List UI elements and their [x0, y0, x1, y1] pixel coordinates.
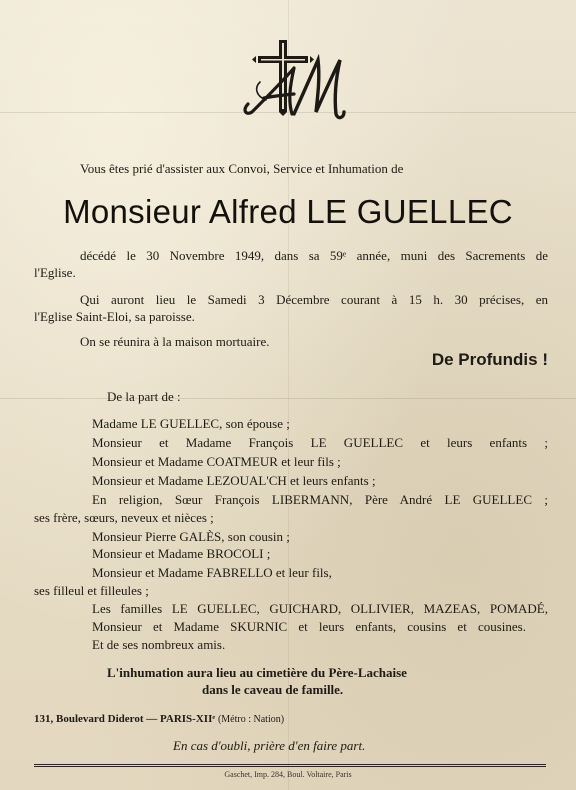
invitation-line: Vous êtes prié d'assister aux Convoi, Service et Inhumation de	[80, 161, 404, 176]
address-line	[34, 711, 284, 728]
address-main: 131, Boulevard Diderot — PARIS-XIIᵉ	[34, 713, 216, 725]
family-line: Monsieur et Madame François LE GUELLEC et leurs enfants ;	[92, 435, 548, 450]
family-line: ses frère, sœurs, neveux et nièces ;	[34, 510, 214, 525]
printer-imprint: Gaschet, Imp. 284, Boul. Voltaire, Paris	[224, 770, 352, 779]
gathering-line: On se réunira à la maison mortuaire.	[80, 334, 270, 349]
burial-line-1: L'inhumation aura lieu au cimetière du Père-Lachaise	[107, 665, 407, 680]
family-line: ses filleul et filleules ;	[34, 583, 149, 598]
family-line: Les familles LE GUELLEC, GUICHARD, OLLIVIER, MAZEAS, POMADÉ,	[92, 601, 548, 616]
monogram-text: AM	[236, 38, 238, 39]
divider-rule	[34, 766, 546, 767]
monogram-letter-m	[294, 60, 344, 118]
service-line-1: Qui auront lieu le Samedi 3 Décembre courant à 15 h. 30 précises, en	[80, 292, 548, 307]
divider-rule	[34, 764, 546, 765]
cross-monogram-emblem	[236, 38, 346, 124]
family-line: Monsieur et Madame COATMEUR et leur fils ;	[92, 454, 341, 469]
address-metro: (Métro : Nation)	[217, 714, 285, 725]
death-line-1: décédé le 30 Novembre 1949, dans sa 59ᵉ année, muni des Sacrements de	[80, 248, 548, 263]
family-line: Monsieur Pierre GALÈS, son cousin ;	[92, 529, 290, 544]
deceased-name: Monsieur Alfred LE GUELLEC	[63, 193, 513, 230]
family-line: En religion, Sœur François LIBERMANN, Père André LE GUELLEC ;	[92, 492, 548, 507]
family-line: Monsieur et Madame BROCOLI ;	[92, 546, 271, 561]
death-line-2: l'Eglise.	[34, 265, 76, 280]
family-line: Madame LE GUELLEC, son épouse ;	[92, 416, 290, 431]
notice-line: En cas d'oubli, prière d'en faire part.	[173, 738, 366, 753]
family-line: Monsieur et Madame FABRELLO et leur fils,	[92, 565, 332, 580]
family-line: Monsieur et Madame SKURNIC et leurs enfants, cousins et cousines.	[92, 619, 526, 634]
family-line: Et de ses nombreux amis.	[92, 637, 226, 652]
service-line-2: l'Eglise Saint-Eloi, sa paroisse.	[34, 309, 195, 324]
de-profundis: De Profundis !	[431, 350, 548, 369]
from-label: De la part de :	[107, 389, 181, 404]
burial-line-2: dans le caveau de famille.	[202, 682, 344, 697]
family-line: Monsieur et Madame LEZOUAL'CH et leurs enfants ;	[92, 473, 376, 488]
